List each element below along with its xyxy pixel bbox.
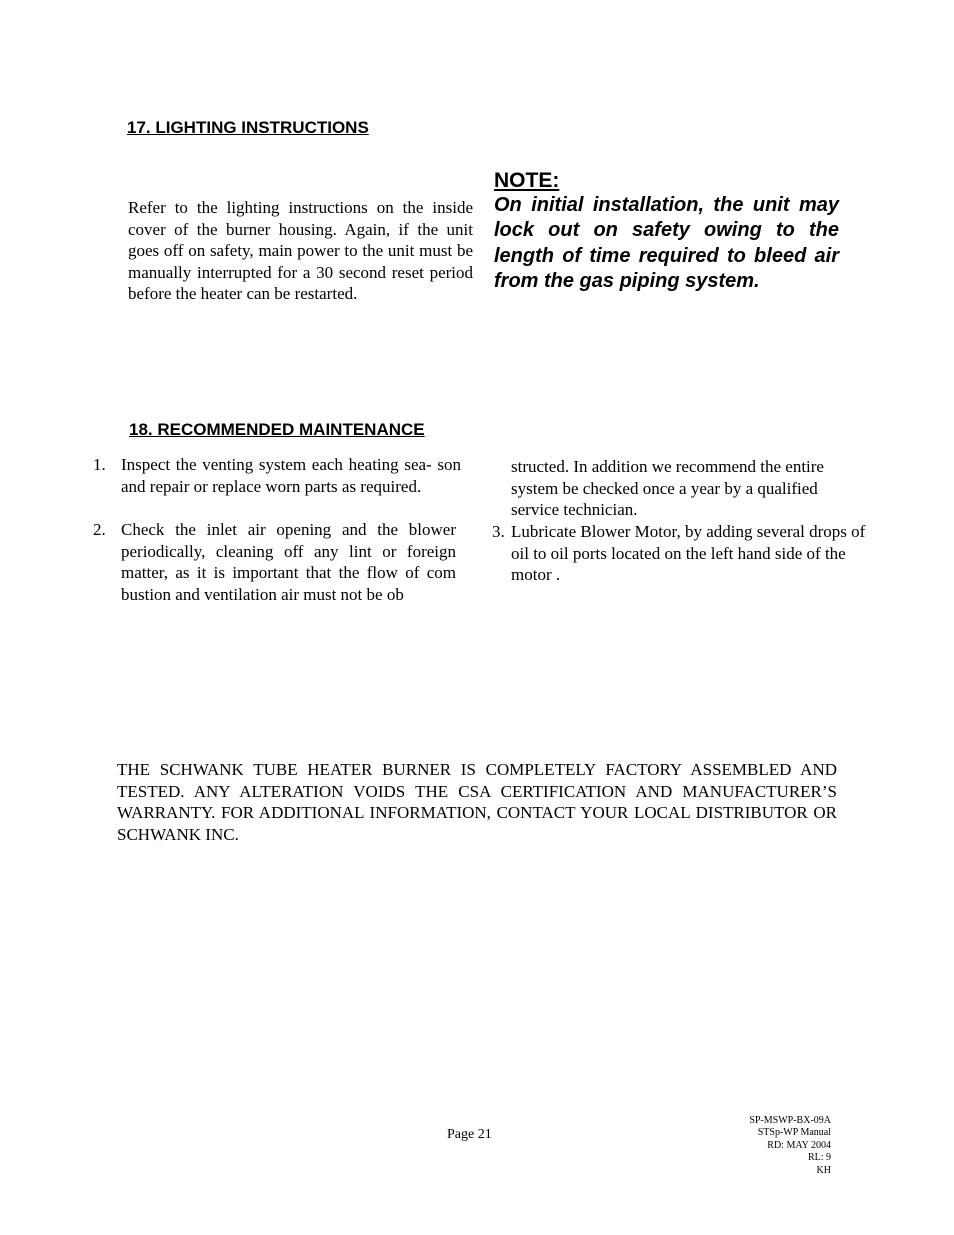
list-number: 3. (492, 522, 505, 541)
list-number: 1. (93, 455, 106, 474)
meta-line: RL: 9 (807, 1152, 831, 1164)
meta-line: SP-MSWP-BX-09A (749, 1115, 831, 1126)
note-title: NOTE: (494, 169, 560, 192)
meta-line: KH (816, 1164, 831, 1176)
document-meta (749, 1115, 831, 1177)
meta-line: RD: MAY 2004 (767, 1139, 831, 1151)
list-text: Inspect the venting system each heating sea- son and repair or replace worn parts as required. (121, 455, 461, 496)
list-text: Check the inlet air opening and the blower periodically, cleaning off any lint or foreign matter, as it is important that the flow of com bustion and ventilation air must not be ob (121, 520, 456, 604)
maintenance-continuation: structed. In addition we recommend the entire system be checked once a year by a qualified service technician. (511, 457, 824, 520)
list-number: 2. (93, 520, 106, 539)
note-text: On initial installation, the unit may lock out on safety owing to the length of time required to bleed air from the gas piping system. (494, 194, 839, 293)
maintenance-item-2 (93, 519, 463, 609)
warranty-statement: THE SCHWANK TUBE HEATER BURNER IS COMPLETELY FACTORY ASSEMBLED AND TESTED. ANY ALTERATION VOIDS THE CSA CERTIFICATION AND MANUFACTURER’S WARRANTY. FOR ADDITIONAL INFORMATION, CONTACT YOUR LOCAL DISTRIBUTOR OR SCHWANK INC. (117, 760, 837, 844)
section-17-title: 17. LIGHTING INSTRUCTIONS (127, 118, 369, 137)
maintenance-item-3 (492, 521, 870, 591)
maintenance-item-1 (93, 454, 463, 519)
lighting-instructions-text: Refer to the lighting instructions on the inside cover of the burner housing. Again, if the unit goes off on safety, main power to the unit must be manually interrupted for a 30 second reset period before the heater can be restarted. (128, 198, 473, 304)
page-number: Page 21 (447, 1127, 492, 1142)
section-18-title: 18. RECOMMENDED MAINTENANCE (129, 420, 425, 439)
meta-line: STSp-WP Manual (757, 1127, 831, 1139)
list-text: Lubricate Blower Motor, by adding several drops of oil to oil ports located on the left hand side of the motor . (511, 522, 866, 585)
